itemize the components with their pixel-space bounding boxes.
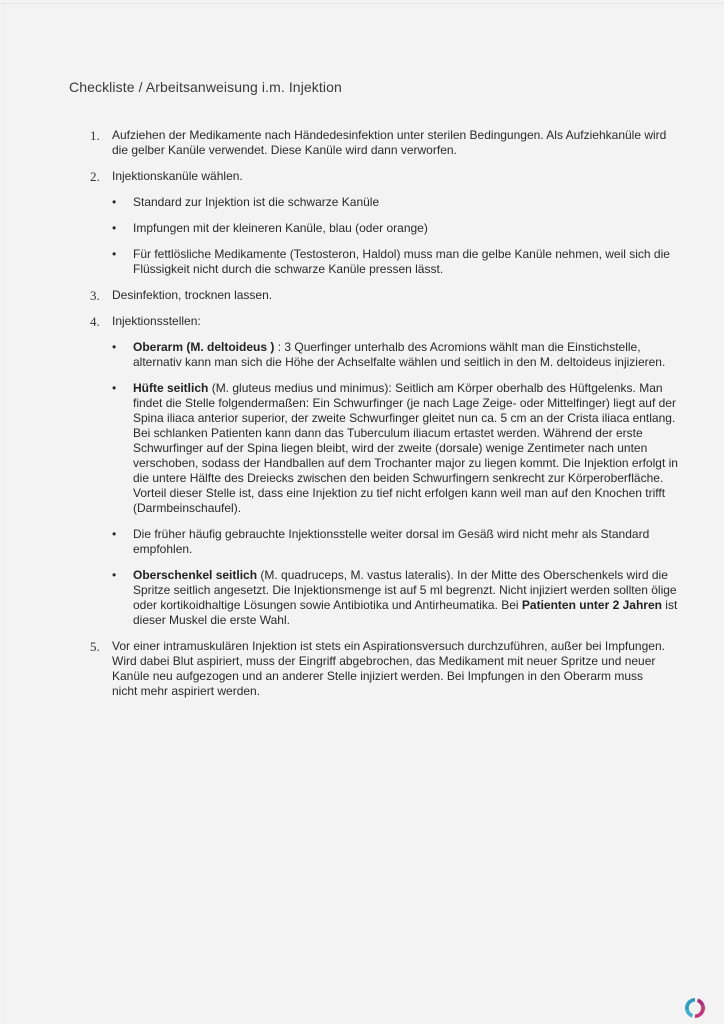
- step-number: 1.: [90, 128, 100, 143]
- list-item: [90, 381, 681, 516]
- circular-arrows-logo-icon: [683, 996, 707, 1020]
- bullet-icon: •: [112, 195, 117, 209]
- bullet-text: ist dieser Muskel die erste Wahl.: [133, 598, 678, 627]
- list-item: [90, 340, 681, 370]
- list-item: [90, 247, 681, 277]
- page-edge: [0, 3, 724, 4]
- step-text: Vor einer intramuskulären Injektion ist stets ein Aspirationsversuch durchzuführen, außer bei Impfungen. Wird dabei Blut aspiriert, muss der Eingriff abgebrochen, das Medikament mit neuer Spritze und neuer Kanüle neu aufgezogen und an anderer Stelle injiziert werden. Bei Impfungen in den Oberarm muss nicht mehr aspiriert werden.: [112, 639, 665, 698]
- step-text: Injektionsstellen:: [112, 314, 201, 328]
- list-item: [90, 527, 681, 557]
- list-item: [90, 195, 681, 210]
- step-number: 5.: [90, 639, 100, 654]
- bullet-heading: Hüfte seitlich: [133, 381, 209, 395]
- step-4: [90, 314, 678, 628]
- bullet-icon: •: [112, 568, 117, 582]
- step-3: [90, 288, 670, 303]
- bullet-text: Für fettlösliche Medikamente (Testosteron, Haldol) muss man die gelbe Kanüle nehmen, weil sich die Flüssigkeit nicht durch die schwarze Kanüle pressen lässt.: [133, 247, 670, 276]
- bullet-text: Standard zur Injektion ist die schwarze Kanüle: [133, 195, 380, 209]
- bullet-icon: •: [112, 247, 117, 261]
- page-edge: [4, 0, 5, 1024]
- step-number: 3.: [90, 288, 100, 303]
- step-number: 4.: [90, 314, 100, 329]
- bullet-icon: •: [112, 340, 117, 354]
- step-text: Desinfektion, trocknen lassen.: [112, 288, 273, 302]
- bullet-list: [112, 340, 678, 628]
- bullet-text: Impfungen mit der kleineren Kanüle, blau (oder orange): [133, 221, 428, 235]
- instruction-list: [90, 128, 678, 710]
- bullet-text: Die früher häufig gebrauchte Injektionsstelle weiter dorsal im Gesäß wird nicht mehr als Standard empfohlen.: [133, 527, 650, 556]
- bullet-icon: •: [112, 527, 117, 541]
- list-item: [90, 221, 681, 236]
- bullet-list: [112, 195, 670, 277]
- step-2: [90, 169, 670, 277]
- step-5: [90, 639, 670, 699]
- bullet-icon: •: [112, 221, 117, 235]
- step-text: Injektionskanüle wählen.: [112, 169, 243, 183]
- bullet-heading: Oberarm (M. deltoideus ): [133, 340, 275, 354]
- bullet-emphasis: Patienten unter 2 Jahren: [521, 598, 662, 612]
- bullet-text: (M. gluteus medius und minimus): Seitlich am Körper oberhalb des Hüftgelenks. Man findet die Stelle folgendermaßen: Ein Schwurfinger (je nach Lage Zeige- oder Mittelfinger) liegt auf der Spina iliaca anterior superior, der zweite Schwurfinger gleitet nun ca. 5 cm an der Crista iliaca entlang. Bei schlanken Patienten kann dann das Tuberculum iliacum ertastet werden. Während der erste Schwurfinger auf der Spina liegen bleibt, wird der zweite (dorsale) wenige Zentimeter nach unten verschoben, sodass der Handballen auf dem Trochanter major zu liegen kommt. Die Injektion erfolgt in die untere Hälfte des Dreiecks zwischen den beiden Schwurfingern senkrecht zur Körperoberfläche. Vorteil dieser Stelle ist, dass eine Injektion zu tief nicht erfolgen kann weil man auf den Knochen trifft (Darmbeinschaufel).: [133, 381, 678, 515]
- step-text: Aufziehen der Medikamente nach Händedesinfektion unter sterilen Bedingungen. Als Aufziehkanüle wird die gelber Kanüle verwendet. Diese Kanüle wird dann verworfen.: [112, 128, 667, 157]
- document-title: Checkliste / Arbeitsanweisung i.m. Injektion: [69, 79, 342, 95]
- step-1: [90, 128, 670, 158]
- bullet-icon: •: [112, 381, 117, 395]
- bullet-text: : 3 Querfinger unterhalb des Acromions wählt man die Einstichstelle, alternativ kann man sich die Höhe der Achselfalte wählen und seitlich in den M. deltoideus injizieren.: [133, 340, 666, 369]
- bullet-heading: Oberschenkel seitlich: [133, 568, 258, 582]
- bullet-text: (M. quadruceps, M. vastus lateralis). In der Mitte des Oberschenkels wird die Spritze seitlich angesetzt. Die Injektionsmenge ist auf 5 ml begrenzt. Nicht injiziert werden sollten ölige oder kortikoidhaltige Lösungen sowie Antibiotika und Antirheumatika. Bei: [133, 568, 677, 612]
- list-item: [90, 568, 681, 628]
- step-number: 2.: [90, 169, 100, 184]
